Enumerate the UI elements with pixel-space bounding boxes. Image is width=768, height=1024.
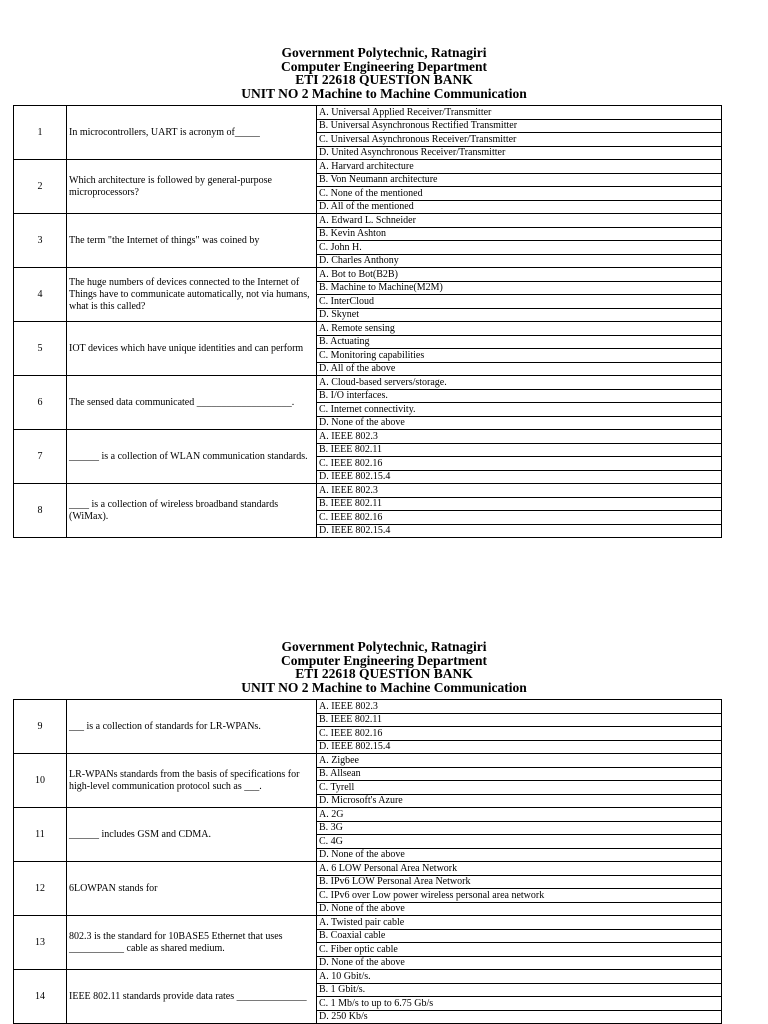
header-institution: Government Polytechnic, Ratnagiri xyxy=(281,45,487,60)
answer-option: C. IEEE 802.16 xyxy=(317,511,722,525)
answer-option: D. Skynet xyxy=(317,308,722,322)
answer-option: A. Universal Applied Receiver/Transmitter xyxy=(317,106,722,120)
question-number: 8 xyxy=(14,484,67,538)
question-number: 4 xyxy=(14,268,67,322)
answer-option: A. Edward L. Schneider xyxy=(317,214,722,228)
answer-option: B. I/O interfaces. xyxy=(317,389,722,403)
question-number: 10 xyxy=(14,754,67,808)
answer-option: C. IEEE 802.16 xyxy=(317,457,722,471)
header-department: Computer Engineering Department xyxy=(281,652,487,668)
answer-option: C. IPv6 over Low power wireless personal area network xyxy=(317,889,722,903)
answer-option: D. United Asynchronous Receiver/Transmitter xyxy=(317,146,722,160)
option-row xyxy=(14,106,722,120)
answer-option: B. Universal Asynchronous Rectified Transmitter xyxy=(317,119,722,133)
answer-option: B. Coaxial cable xyxy=(317,929,722,943)
question-number: 2 xyxy=(14,160,67,214)
option-row xyxy=(14,430,722,444)
answer-option: D. Microsoft's Azure xyxy=(317,794,722,808)
answer-option: D. None of the above xyxy=(317,956,722,970)
question-text: IOT devices which have unique identities and can perform xyxy=(67,322,317,376)
answer-option: B. Actuating xyxy=(317,335,722,349)
answer-option: C. IEEE 802.16 xyxy=(317,727,722,741)
answer-option: A. Twisted pair cable xyxy=(317,916,722,930)
question-text: The huge numbers of devices connected to the Internet of Things have to communicate automatically, not via humans, what is this called? xyxy=(67,268,317,322)
answer-option: A. 2G xyxy=(317,808,722,822)
answer-option: B. Machine to Machine(M2M) xyxy=(317,281,722,295)
question-text: IEEE 802.11 standards provide data rates ______________ xyxy=(67,970,317,1024)
question-text: In microcontrollers, UART is acronym of_____ xyxy=(67,106,317,160)
option-row xyxy=(14,754,722,768)
answer-option: D. None of the above xyxy=(317,902,722,916)
answer-option: A. Remote sensing xyxy=(317,322,722,336)
question-text: LR-WPANs standards from the basis of specifications for high-level communication protocol such as ___. xyxy=(67,754,317,808)
answer-option: C. InterCloud xyxy=(317,295,722,309)
answer-option: A. Bot to Bot(B2B) xyxy=(317,268,722,282)
answer-option: B. 3G xyxy=(317,821,722,835)
question-text: ______ includes GSM and CDMA. xyxy=(67,808,317,862)
answer-option: B. IEEE 802.11 xyxy=(317,443,722,457)
answer-option: B. Kevin Ashton xyxy=(317,227,722,241)
answer-option: A. IEEE 802.3 xyxy=(317,430,722,444)
answer-option: C. John H. xyxy=(317,241,722,255)
answer-option: C. Monitoring capabilities xyxy=(317,349,722,363)
question-number: 3 xyxy=(14,214,67,268)
question-number: 7 xyxy=(14,430,67,484)
question-number: 1 xyxy=(14,106,67,160)
page-header-2 xyxy=(0,640,768,694)
answer-option: C. Tyrell xyxy=(317,781,722,795)
option-row xyxy=(14,214,722,228)
answer-option: C. 4G xyxy=(317,835,722,849)
answer-option: D. IEEE 802.15.4 xyxy=(317,740,722,754)
question-number: 12 xyxy=(14,862,67,916)
header-department: Computer Engineering Department xyxy=(281,58,487,74)
question-table-1 xyxy=(13,105,722,538)
answer-option: D. All of the mentioned xyxy=(317,200,722,214)
answer-option: D. None of the above xyxy=(317,416,722,430)
answer-option: C. Internet connectivity. xyxy=(317,403,722,417)
answer-option: C. None of the mentioned xyxy=(317,187,722,201)
option-row xyxy=(14,916,722,930)
answer-option: B. IEEE 802.11 xyxy=(317,497,722,511)
answer-option: A. Zigbee xyxy=(317,754,722,768)
option-row xyxy=(14,862,722,876)
option-row xyxy=(14,808,722,822)
header-institution: Government Polytechnic, Ratnagiri xyxy=(281,639,487,654)
answer-option: C. Fiber optic cable xyxy=(317,943,722,957)
option-row xyxy=(14,160,722,174)
option-row xyxy=(14,700,722,714)
answer-option: A. IEEE 802.3 xyxy=(317,484,722,498)
option-row xyxy=(14,376,722,390)
answer-option: D. 250 Kb/s xyxy=(317,1010,722,1024)
answer-option: D. IEEE 802.15.4 xyxy=(317,524,722,538)
answer-option: C. Universal Asynchronous Receiver/Transmitter xyxy=(317,133,722,147)
answer-option: A. 6 LOW Personal Area Network xyxy=(317,862,722,876)
answer-option: B. Von Neumann architecture xyxy=(317,173,722,187)
question-text: Which architecture is followed by general-purpose microprocessors? xyxy=(67,160,317,214)
answer-option: A. Harvard architecture xyxy=(317,160,722,174)
question-number: 11 xyxy=(14,808,67,862)
question-number: 9 xyxy=(14,700,67,754)
header-question-bank: ETI 22618 QUESTION BANK xyxy=(295,666,473,681)
question-text: 802.3 is the standard for 10BASE5 Ethernet that uses ___________ cable as shared medium. xyxy=(67,916,317,970)
answer-option: B. 1 Gbit/s. xyxy=(317,983,722,997)
option-row xyxy=(14,970,722,984)
question-number: 6 xyxy=(14,376,67,430)
answer-option: D. Charles Anthony xyxy=(317,254,722,268)
question-table-2 xyxy=(13,699,722,1024)
option-row xyxy=(14,322,722,336)
question-text: The term "the Internet of things" was coined by xyxy=(67,214,317,268)
answer-option: C. 1 Mb/s to up to 6.75 Gb/s xyxy=(317,997,722,1011)
answer-option: B. IEEE 802.11 xyxy=(317,713,722,727)
answer-option: D. None of the above xyxy=(317,848,722,862)
answer-option: A. IEEE 802.3 xyxy=(317,700,722,714)
page-header-1 xyxy=(0,46,768,100)
answer-option: D. All of the above xyxy=(317,362,722,376)
question-text: ____ is a collection of wireless broadband standards (WiMax). xyxy=(67,484,317,538)
header-unit: UNIT NO 2 Machine to Machine Communication xyxy=(241,85,527,101)
question-number: 13 xyxy=(14,916,67,970)
answer-option: B. IPv6 LOW Personal Area Network xyxy=(317,875,722,889)
answer-option: A. 10 Gbit/s. xyxy=(317,970,722,984)
question-number: 14 xyxy=(14,970,67,1024)
question-text: 6LOWPAN stands for xyxy=(67,862,317,916)
answer-option: B. Allsean xyxy=(317,767,722,781)
header-unit: UNIT NO 2 Machine to Machine Communication xyxy=(241,679,527,695)
question-text: ___ is a collection of standards for LR-WPANs. xyxy=(67,700,317,754)
header-question-bank: ETI 22618 QUESTION BANK xyxy=(295,72,473,87)
question-text: The sensed data communicated ___________________. xyxy=(67,376,317,430)
option-row xyxy=(14,268,722,282)
answer-option: A. Cloud-based servers/storage. xyxy=(317,376,722,390)
option-row xyxy=(14,484,722,498)
question-text: ______ is a collection of WLAN communication standards. xyxy=(67,430,317,484)
answer-option: D. IEEE 802.15.4 xyxy=(317,470,722,484)
question-number: 5 xyxy=(14,322,67,376)
